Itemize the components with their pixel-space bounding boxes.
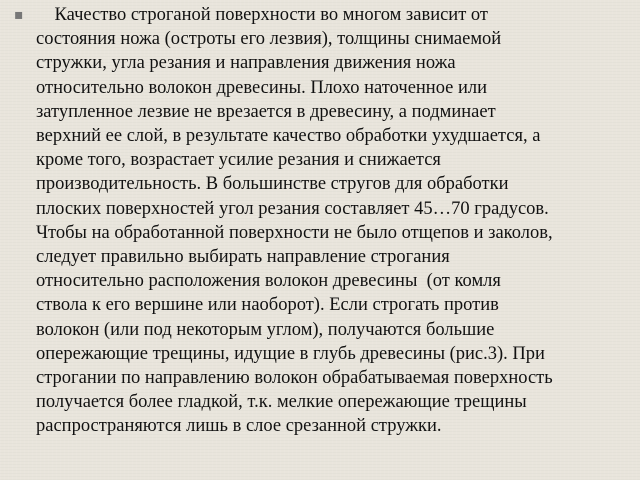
square-bullet-icon: ▪ [14,7,24,23]
body-paragraph: Качество строганой поверхности во многом зависит от состояния ножа (остроты его лезвия), толщины снимаемой стружки, угла резания и направления движения ножа относительно волокон древесины. Плохо наточенное или затупленное лезвие не врезается в древесину, а подминает верхний ее слой, в результате качество обработки ухудшается, а кроме того, возрастает усилие резания и снижается производительность. В большинстве стругов для обработки плоских поверхностей угол резания составляет 45…70 градусов. Чтобы на обработанной поверхности не было отщепов и заколов, следует правильно выбирать направление строгания относительно расположения волокон древесины (от комля ствола к его вершине или наоборот). Если строгать против волокон (или под некоторым углом), получаются большие опережающие трещины, идущие в глубь древесины (рис.3). При строгании по направлению волокон обрабатываемая поверхность получается более гладкой, т.к. мелкие опережающие трещины распространяются лишь в слое срезанной стружки. [36,5,553,437]
